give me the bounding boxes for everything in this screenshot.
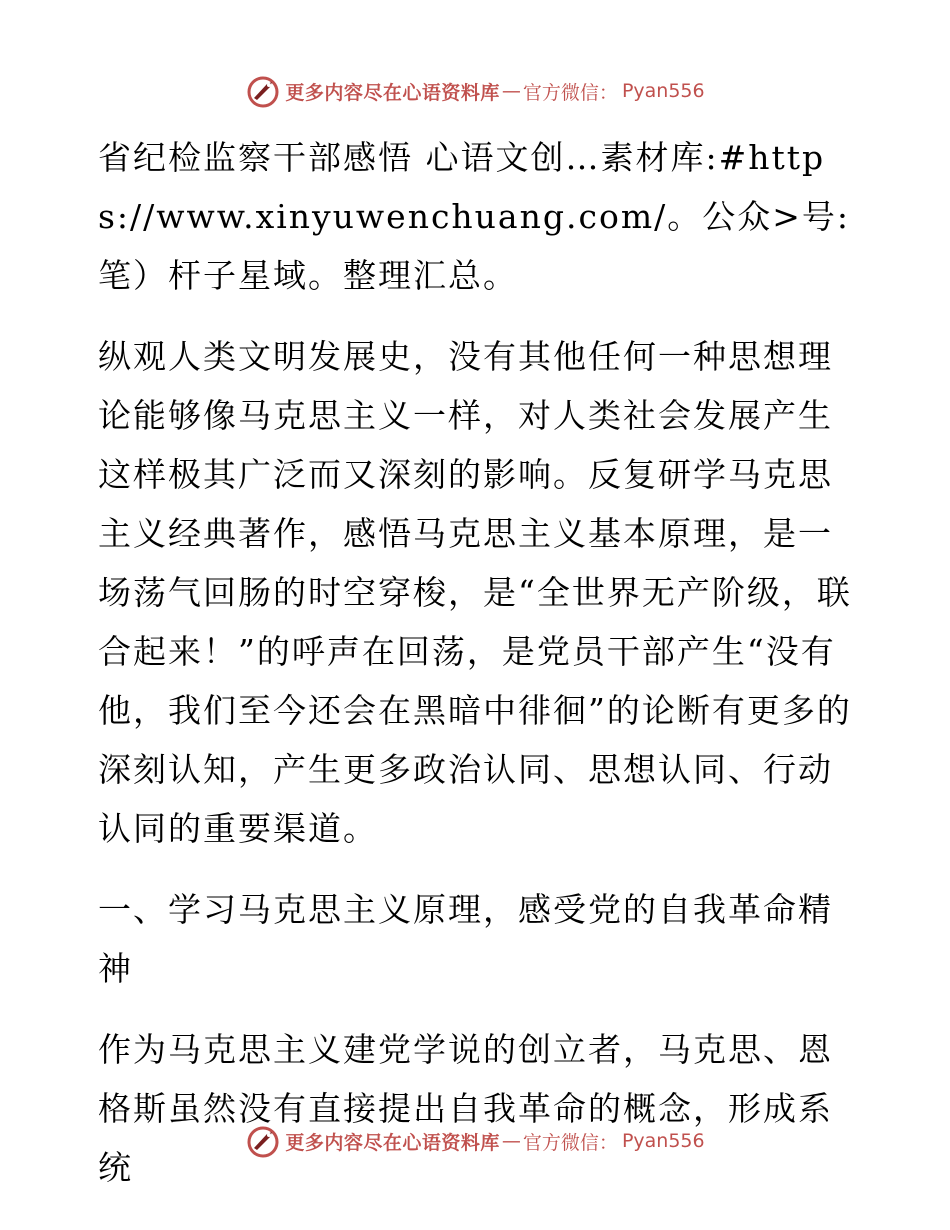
logo-icon <box>245 73 281 109</box>
watermark-main-text: 更多内容尽在心语资料库 <box>285 81 500 104</box>
watermark-dash: — <box>501 1130 521 1152</box>
section-heading: 一、学习马克思主义原理，感受党的自我革命精神 <box>98 890 833 988</box>
watermark-dash: — <box>501 80 521 102</box>
logo-icon <box>245 1123 281 1159</box>
header-watermark-banner <box>0 71 950 111</box>
watermark-wechat-label: 官方微信： <box>522 1131 618 1154</box>
footer-watermark-banner <box>0 1121 950 1161</box>
body-paragraph: 纵观人类文明发展史，没有其他任何一种思想理论能够像马克思主义一样，对人类社会发展产生这样极其广泛而又深刻的影响。反复研学马克思主义经典著作，感悟马克思主义基本原理，是一场荡气回肠的时空穿梭，是“全世界无产阶级，联合起来！”的呼声在回荡，是党员干部产生“没有他，我们至今还会在黑暗中徘徊”的论断有更多的深刻认知，产生更多政治认同、思想认同、行动认同的重要渠道。 <box>98 337 852 848</box>
watermark-main-text: 更多内容尽在心语资料库 <box>285 1131 500 1154</box>
body-paragraph: 作为马克思主义建党学说的创立者，马克思、恩格斯虽然没有直接提出自我革命的概念，形成系统 <box>98 1030 833 1187</box>
watermark-account: Pyan556 <box>621 80 705 102</box>
watermark-wechat-label: 官方微信： <box>522 81 618 104</box>
intro-paragraph: 省纪检监察干部感悟 心语文创…素材库:#https://www.xinyuwenchuang.com/。公众>号:笔）杆子星域。整理汇总。 <box>98 138 851 295</box>
document-body <box>98 128 858 1219</box>
watermark-account: Pyan556 <box>621 1130 705 1152</box>
